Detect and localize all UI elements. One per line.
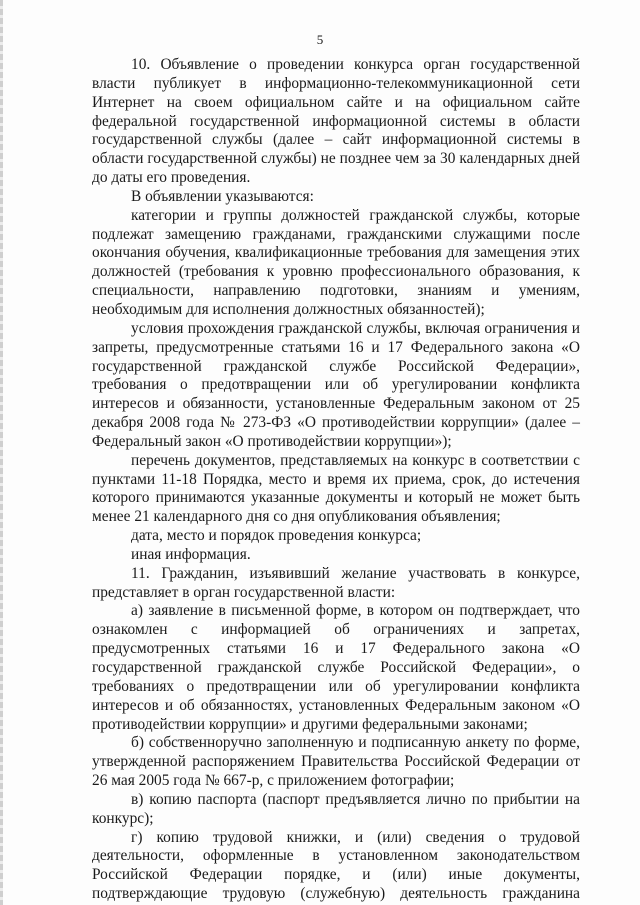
paragraph-11-applicant: 11. Гражданин, изъявивший желание участвовать в конкурсе, представляет в орган государственной власти: xyxy=(92,564,580,601)
paragraph-position-categories: категории и группы должностей гражданской службы, которые подлежат замещению гражданами, гражданскими служащими после окончания обучения, квалификационные требования для замещения этих должностей (требования к уровню профессионального образования, к специальности, направлению подготовки, знаниям и умениям, необходимым для исполнения должностных обязанностей); xyxy=(92,206,580,318)
page-number: 5 xyxy=(316,32,324,47)
paragraph-11v-passport: в) копию паспорта (паспорт предъявляется лично по прибытии на конкурс); xyxy=(92,790,580,827)
paragraph-service-conditions: условия прохождения гражданской службы, включая ограничения и запреты, предусмотренные статьями 16 и 17 Федерального закона «О государственной гражданской службе Российской Федерации», требования о предотвращении или об урегулировании конфликта интересов и обязанности, установленные Федеральным законом от 25 декабря 2008 года № 273-ФЗ «О противодействии коррупции» (далее – Федеральный закон «О противодействии коррупции»); xyxy=(92,319,580,450)
paragraph-documents-list: перечень документов, представляемых на конкурс в соответствии с пунктами 11-18 Порядка, место и время их приема, срок, до истечения которого принимаются указанные документы и который не может быть менее 21 календарного дня со дня опубликования объявления; xyxy=(92,451,580,526)
paragraph-announcement-contents-intro: В объявлении указываются: xyxy=(131,187,314,205)
scan-edge xyxy=(0,0,3,905)
paragraph-11g-work-record: г) копию трудовой книжки, и (или) сведения о трудовой деятельности, оформленные в установленном законодательством Российской Федерации порядке, и (или) иные документы, подтверждающие трудовую (служебную) деятельность гражданина xyxy=(92,828,580,903)
paragraph-11a-application: а) заявление в письменной форме, в котором он подтверждает, что ознакомлен с информацией об ограничениях и запретах, предусмотренных статьями 16 и 17 Федерального закона «О государственной гражданской службе Российской Федерации», о требованиях о предотвращении или об урегулировании конфликта интересов и об обязанностях, установленных Федеральным законом «О противодействии коррупции» и другими федеральными законами; xyxy=(92,602,580,733)
document-body xyxy=(92,56,580,904)
paragraph-contest-date-place: дата, место и порядок проведения конкурса; xyxy=(131,527,422,545)
paragraph-11b-questionnaire: б) собственноручно заполненную и подписанную анкету по форме, утвержденной распоряжением Правительства Российской Федерации от 26 мая 2005 года № 667-р, с приложением фотографии; xyxy=(92,734,580,790)
paragraph-other-info: иная информация. xyxy=(131,545,251,563)
paragraph-10-announcement: 10. Объявление о проведении конкурса орган государственной власти публикует в информационно-телекоммуникационной сети Интернет на своем официальном сайте и на официальном сайте федеральной государственной информационной системы в области государственной службы (далее – сайт информационной системы в области государственной службы) не позднее чем за 30 календарных дней до даты его проведения. xyxy=(92,56,580,187)
